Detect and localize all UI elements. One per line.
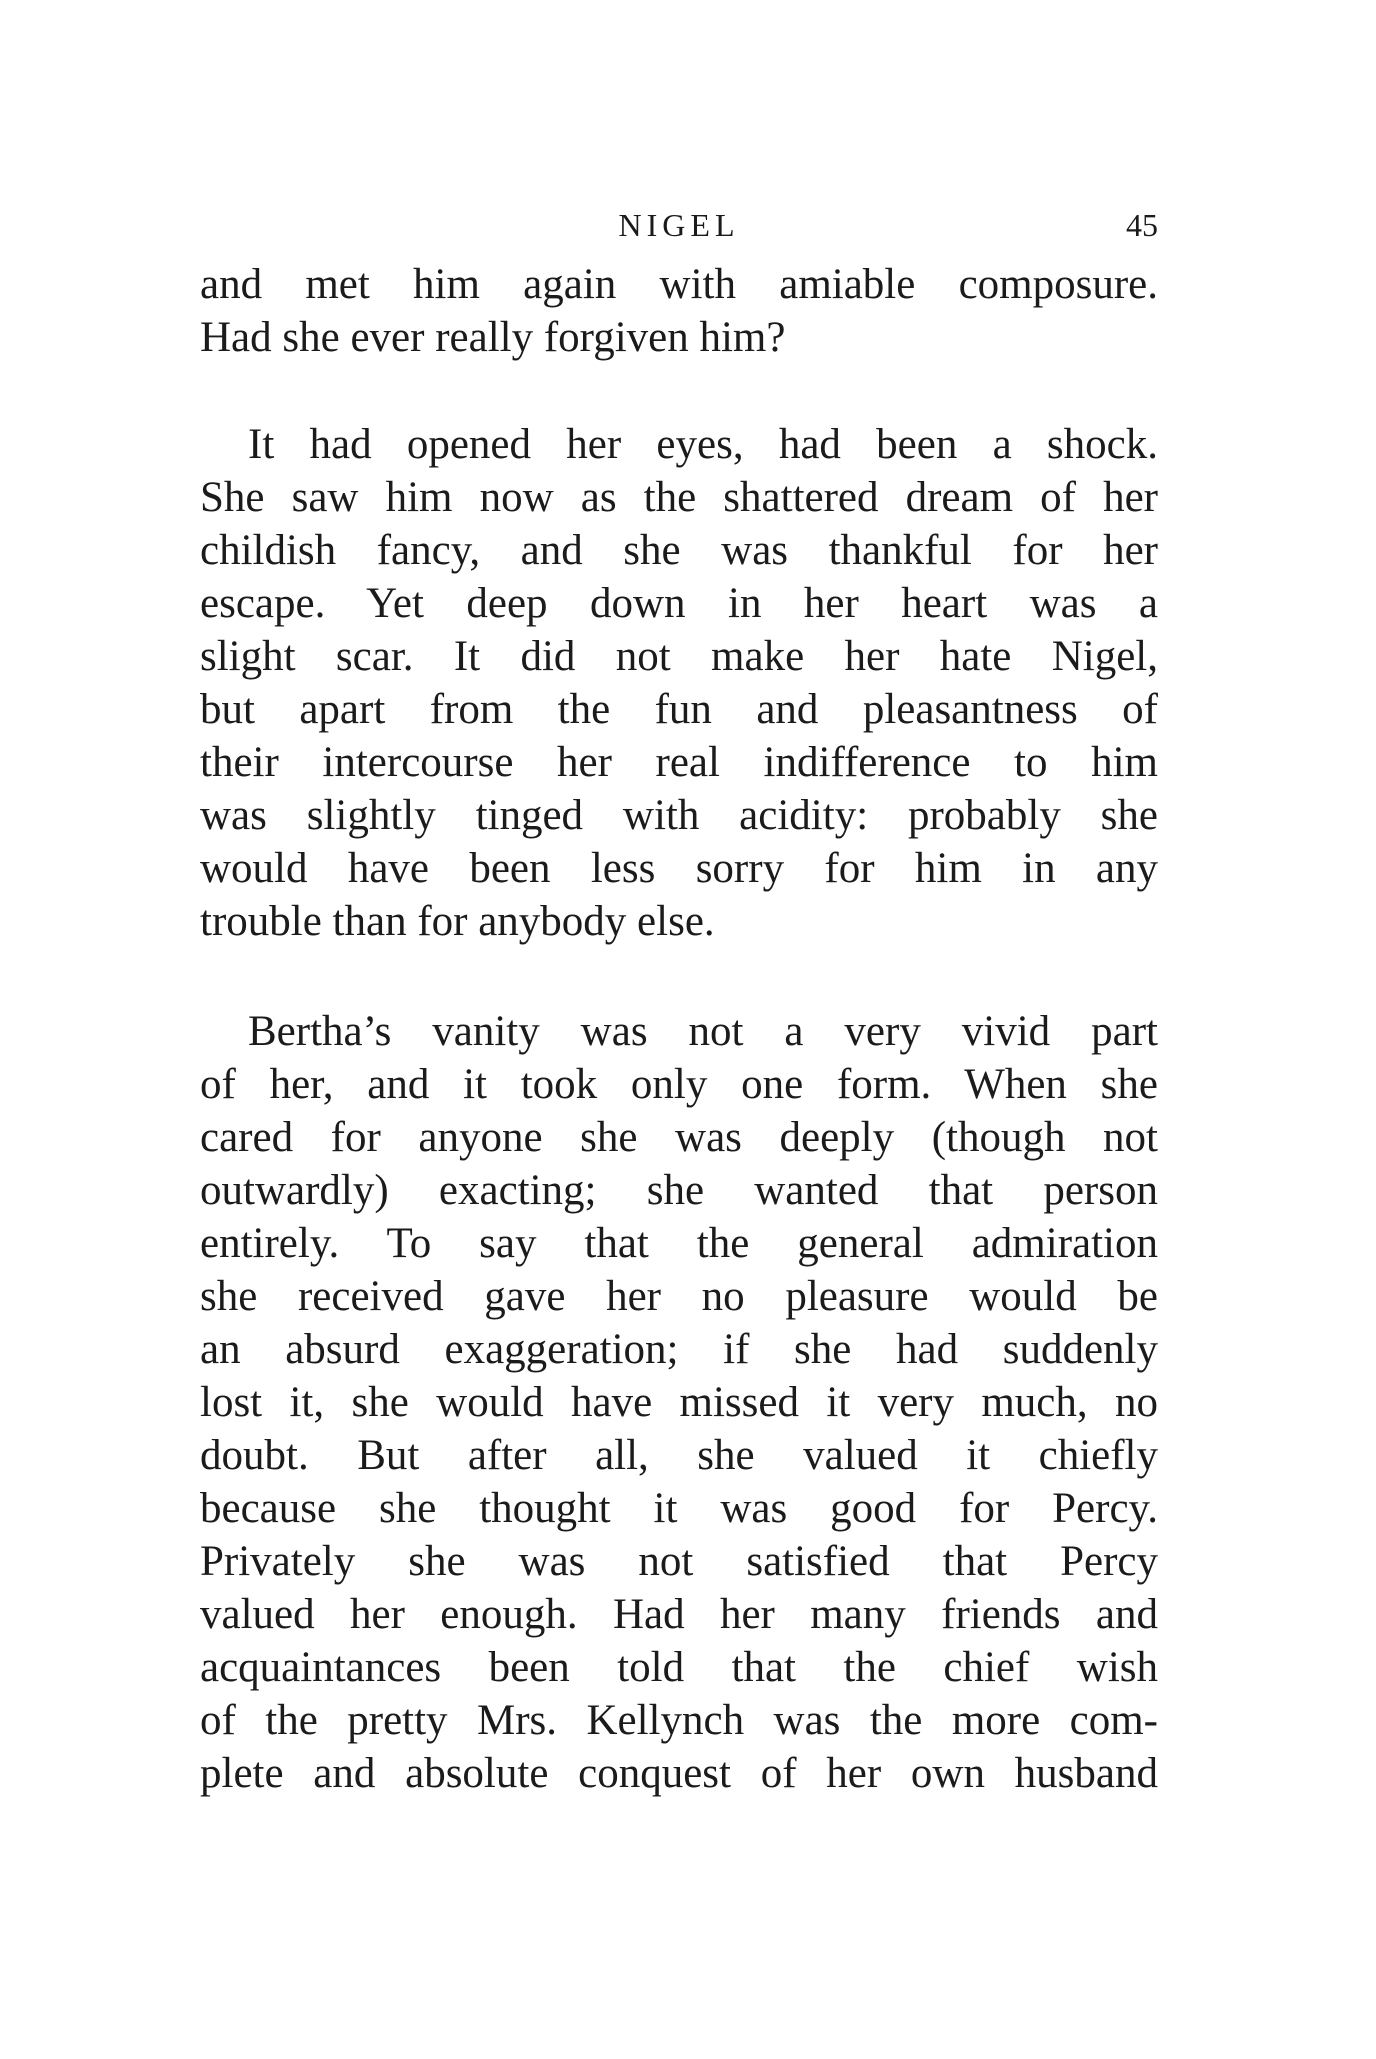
text-line: cared for anyone she was deeply (though not (200, 1114, 1158, 1161)
text-line: would have been less sorry for him in any (200, 845, 1158, 892)
text-line: outwardly) exacting; she wanted that person (200, 1167, 1158, 1214)
text-line: It had opened her eyes, had been a shock. (248, 421, 1158, 468)
text-line: an absurd exaggeration; if she had suddenly (200, 1326, 1158, 1373)
text-line: because she thought it was good for Percy. (200, 1485, 1158, 1532)
text-line: their intercourse her real indifference to him (200, 739, 1158, 786)
text-line: doubt. But after all, she valued it chiefly (200, 1432, 1158, 1479)
text-line: childish fancy, and she was thankful for her (200, 527, 1158, 574)
paragraph (200, 1005, 1158, 1800)
text-line: Had she ever really forgiven him? (200, 314, 786, 361)
text-line: trouble than for anybody else. (200, 898, 715, 945)
running-title: NIGEL (618, 207, 740, 243)
text-line: valued her enough. Had her many friends and (200, 1591, 1158, 1638)
text-line: Bertha’s vanity was not a very vivid part (248, 1008, 1158, 1055)
text-line: Privately she was not satisfied that Percy (200, 1538, 1158, 1585)
page-number: 45 (1126, 207, 1158, 243)
text-line: plete and absolute conquest of her own husband (200, 1750, 1158, 1797)
text-line: escape. Yet deep down in her heart was a (200, 580, 1158, 627)
text-line: was slightly tinged with acidity: probably she (200, 792, 1158, 839)
paragraph (200, 418, 1158, 948)
text-line: entirely. To say that the general admiration (200, 1220, 1158, 1267)
text-line: she received gave her no pleasure would be (200, 1273, 1158, 1320)
text-line: acquaintances been told that the chief wish (200, 1644, 1158, 1691)
text-line: She saw him now as the shattered dream of her (200, 474, 1158, 521)
text-line: of her, and it took only one form. When she (200, 1061, 1158, 1108)
text-line: slight scar. It did not make her hate Nigel, (200, 633, 1158, 680)
paragraph-continuation (200, 258, 1158, 364)
running-header (200, 200, 1158, 250)
text-line: and met him again with amiable composure. (200, 261, 1158, 308)
text-line: lost it, she would have missed it very much, no (200, 1379, 1158, 1426)
text-line: but apart from the fun and pleasantness of (200, 686, 1158, 733)
text-line: of the pretty Mrs. Kellynch was the more com- (200, 1697, 1158, 1744)
